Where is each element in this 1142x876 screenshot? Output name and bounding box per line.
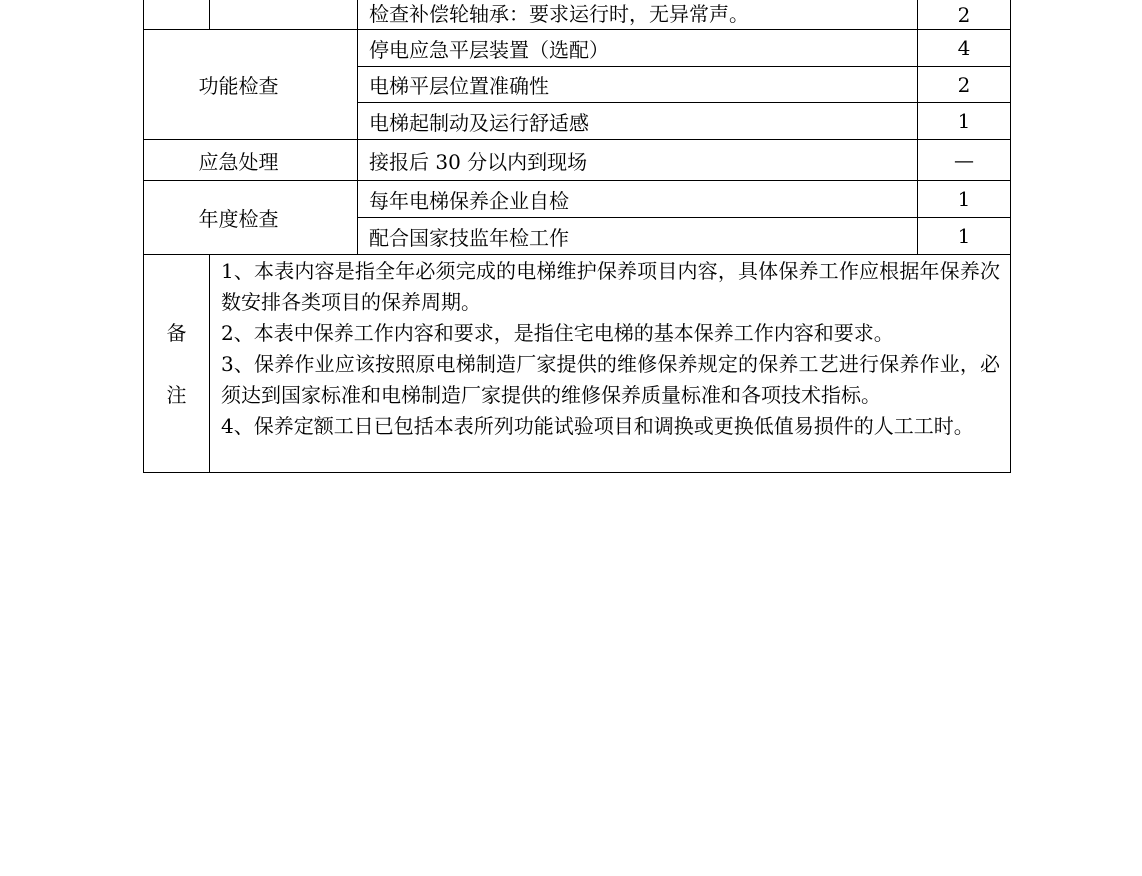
item-cell: 检查补偿轮轴承：要求运行时，无异常声。 bbox=[358, 0, 918, 30]
notes-label-char: 备 bbox=[166, 320, 187, 345]
table-row bbox=[144, 0, 1011, 30]
notes-body bbox=[210, 255, 1011, 473]
frequency-cell: 4 bbox=[918, 30, 1011, 67]
item-cell: 每年电梯保养企业自检 bbox=[358, 181, 918, 218]
maintenance-table bbox=[143, 0, 1011, 473]
frequency-cell: 2 bbox=[918, 0, 1011, 30]
item-cell: 接报后 30 分以内到现场 bbox=[358, 140, 918, 181]
note-item: 2、本表中保养工作内容和要求，是指住宅电梯的基本保养工作内容和要求。 bbox=[221, 321, 894, 345]
frequency-cell: — bbox=[918, 140, 1011, 181]
frequency-cell: 1 bbox=[918, 218, 1011, 255]
frequency-cell: 2 bbox=[918, 67, 1011, 103]
frequency-cell: 1 bbox=[918, 181, 1011, 218]
item-cell: 配合国家技监年检工作 bbox=[358, 218, 918, 255]
note-item: 4、保养定额工日已包括本表所列功能试验项目和调换或更换低值易损件的人工工时。 bbox=[221, 414, 974, 438]
category-cell-function-check: 功能检查 bbox=[144, 30, 358, 140]
category-cell-annual-check: 年度检查 bbox=[144, 181, 358, 255]
notes-label-char: 注 bbox=[166, 382, 187, 407]
item-cell: 停电应急平层装置（选配） bbox=[358, 30, 918, 67]
note-item: 3、保养作业应该按照原电梯制造厂家提供的维修保养规定的保养工艺进行保养作业，必须达到国家标准和电梯制造厂家提供的维修保养质量标准和各项技术指标。 bbox=[221, 352, 1000, 407]
table-row bbox=[144, 30, 1011, 67]
note-item: 1、本表内容是指全年必须完成的电梯维护保养项目内容，具体保养工作应根据年保养次数安排各类项目的保养周期。 bbox=[221, 259, 1000, 314]
item-cell: 电梯起制动及运行舒适感 bbox=[358, 103, 918, 140]
category-cell-empty bbox=[144, 0, 210, 30]
subcategory-cell-empty bbox=[210, 0, 358, 30]
notes-row bbox=[144, 255, 1011, 473]
category-cell-emergency: 应急处理 bbox=[144, 140, 358, 181]
table-row bbox=[144, 140, 1011, 181]
item-cell: 电梯平层位置准确性 bbox=[358, 67, 918, 103]
table-row bbox=[144, 181, 1011, 218]
notes-label bbox=[144, 255, 210, 473]
frequency-cell: 1 bbox=[918, 103, 1011, 140]
